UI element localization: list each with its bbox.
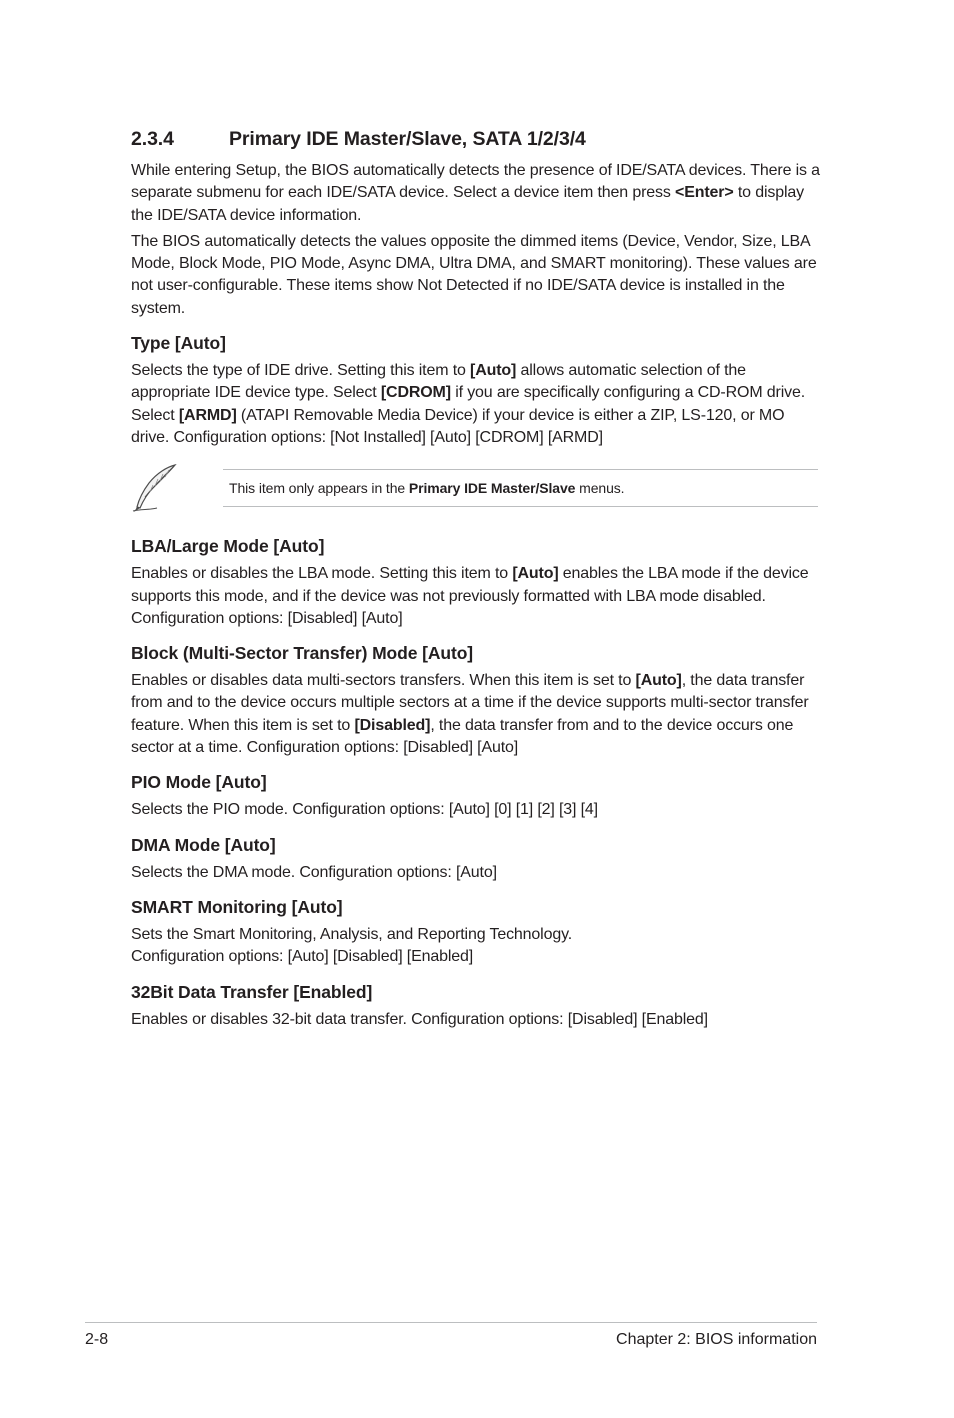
note-text-1: This item only appears in the — [229, 480, 409, 497]
section-number: 2.3.4 — [131, 128, 174, 150]
type-heading: Type [Auto] — [131, 333, 226, 354]
page-content — [131, 128, 821, 1031]
smart-heading: SMART Monitoring [Auto] — [131, 896, 343, 917]
smart-line-2: Configuration options: [Auto] [Disabled] [Enabled] — [131, 948, 474, 966]
lba-text-1: Enables or disables the LBA mode. Setting this item to — [131, 565, 513, 583]
intro-text-end: to display the IDE/SATA device information. — [131, 184, 804, 224]
lba-heading: LBA/Large Mode [Auto] — [131, 536, 325, 557]
block-text-1: Enables or disables data multi-sectors transfers. When this item is set to — [131, 672, 636, 690]
block-description — [131, 670, 821, 759]
chapter-title: Chapter 2: BIOS information — [616, 1331, 817, 1348]
type-bold-1: [Auto] — [470, 362, 517, 380]
note-callout — [131, 463, 821, 523]
note-text — [223, 480, 624, 496]
dma-description: Selects the DMA mode. Configuration options: [Auto] — [131, 863, 497, 881]
bit32-heading: 32Bit Data Transfer [Enabled] — [131, 981, 373, 1002]
section-heading: Primary IDE Master/Slave, SATA 1/2/3/4 — [229, 128, 586, 150]
intro-text: While entering Setup, the BIOS automatically detects the presence of IDE/SATA devices. There is a separate submenu for each IDE/SATA device. Select a device item then press — [131, 162, 820, 202]
block-bold-2: [Disabled] — [354, 716, 431, 734]
dma-heading: DMA Mode [Auto] — [131, 834, 276, 855]
intro-paragraph-1 — [131, 160, 821, 227]
section-title — [131, 128, 821, 151]
block-bold-1: [Auto] — [635, 672, 682, 690]
lba-description — [131, 563, 821, 630]
smart-description — [131, 924, 821, 969]
type-text-2: allows automatic selection of the appropriate IDE device type. Select — [131, 362, 746, 402]
smart-line-1: Sets the Smart Monitoring, Analysis, and Reporting Technology. — [131, 925, 573, 943]
pen-icon — [131, 463, 179, 513]
note-text-2: menus. — [575, 480, 625, 497]
block-heading: Block (Multi-Sector Transfer) Mode [Auto] — [131, 643, 474, 664]
pio-heading: PIO Mode [Auto] — [131, 772, 267, 793]
pio-description: Selects the PIO mode. Configuration options: [Auto] [0] [1] [2] [3] [4] — [131, 801, 598, 819]
type-text-1: Selects the type of IDE drive. Setting this item to — [131, 362, 471, 380]
lba-bold-1: [Auto] — [512, 565, 559, 583]
bit32-description: Enables or disables 32-bit data transfer. Configuration options: [Disabled] [Enabled] — [131, 1010, 708, 1028]
type-text-4: (ATAPI Removable Media Device) if your device is either a ZIP, LS-120, or MO drive. Configuration options: [Not Installed] [Auto] [CDROM] [ARMD] — [131, 406, 785, 446]
enter-key-label: <Enter> — [675, 184, 734, 202]
type-description — [131, 360, 821, 449]
type-text-3: if you are specifically configuring a CD-ROM drive. Select — [131, 384, 806, 424]
note-box — [223, 469, 818, 507]
type-bold-3: [ARMD] — [178, 406, 237, 424]
lba-text-2: enables the LBA mode if the device supports this mode, and if the device was not previously formatted with LBA mode disabled. Configuration options: [Disabled] [Auto] — [131, 565, 809, 627]
block-text-2: , the data transfer from and to the device occurs multiple sectors at a time if the device supports multi-sector transfer feature. When this item is set to — [131, 672, 809, 734]
block-text-3: , the data transfer from and to the device occurs one sector at a time. Configuration options: [Disabled] [Auto] — [131, 716, 794, 757]
type-bold-2: [CDROM] — [380, 384, 451, 402]
page-number: 2-8 — [85, 1331, 109, 1348]
page-footer — [85, 1322, 817, 1349]
intro-paragraph-2: The BIOS automatically detects the values opposite the dimmed items (Device, Vendor, Size, LBA Mode, Block Mode, PIO Mode, Async DMA, Ultra DMA, and SMART monitoring). These values are not user-configurable. These items show Not Detected if no IDE/SATA device is installed in the system. — [131, 232, 817, 317]
note-bold: Primary IDE Master/Slave — [408, 480, 576, 497]
